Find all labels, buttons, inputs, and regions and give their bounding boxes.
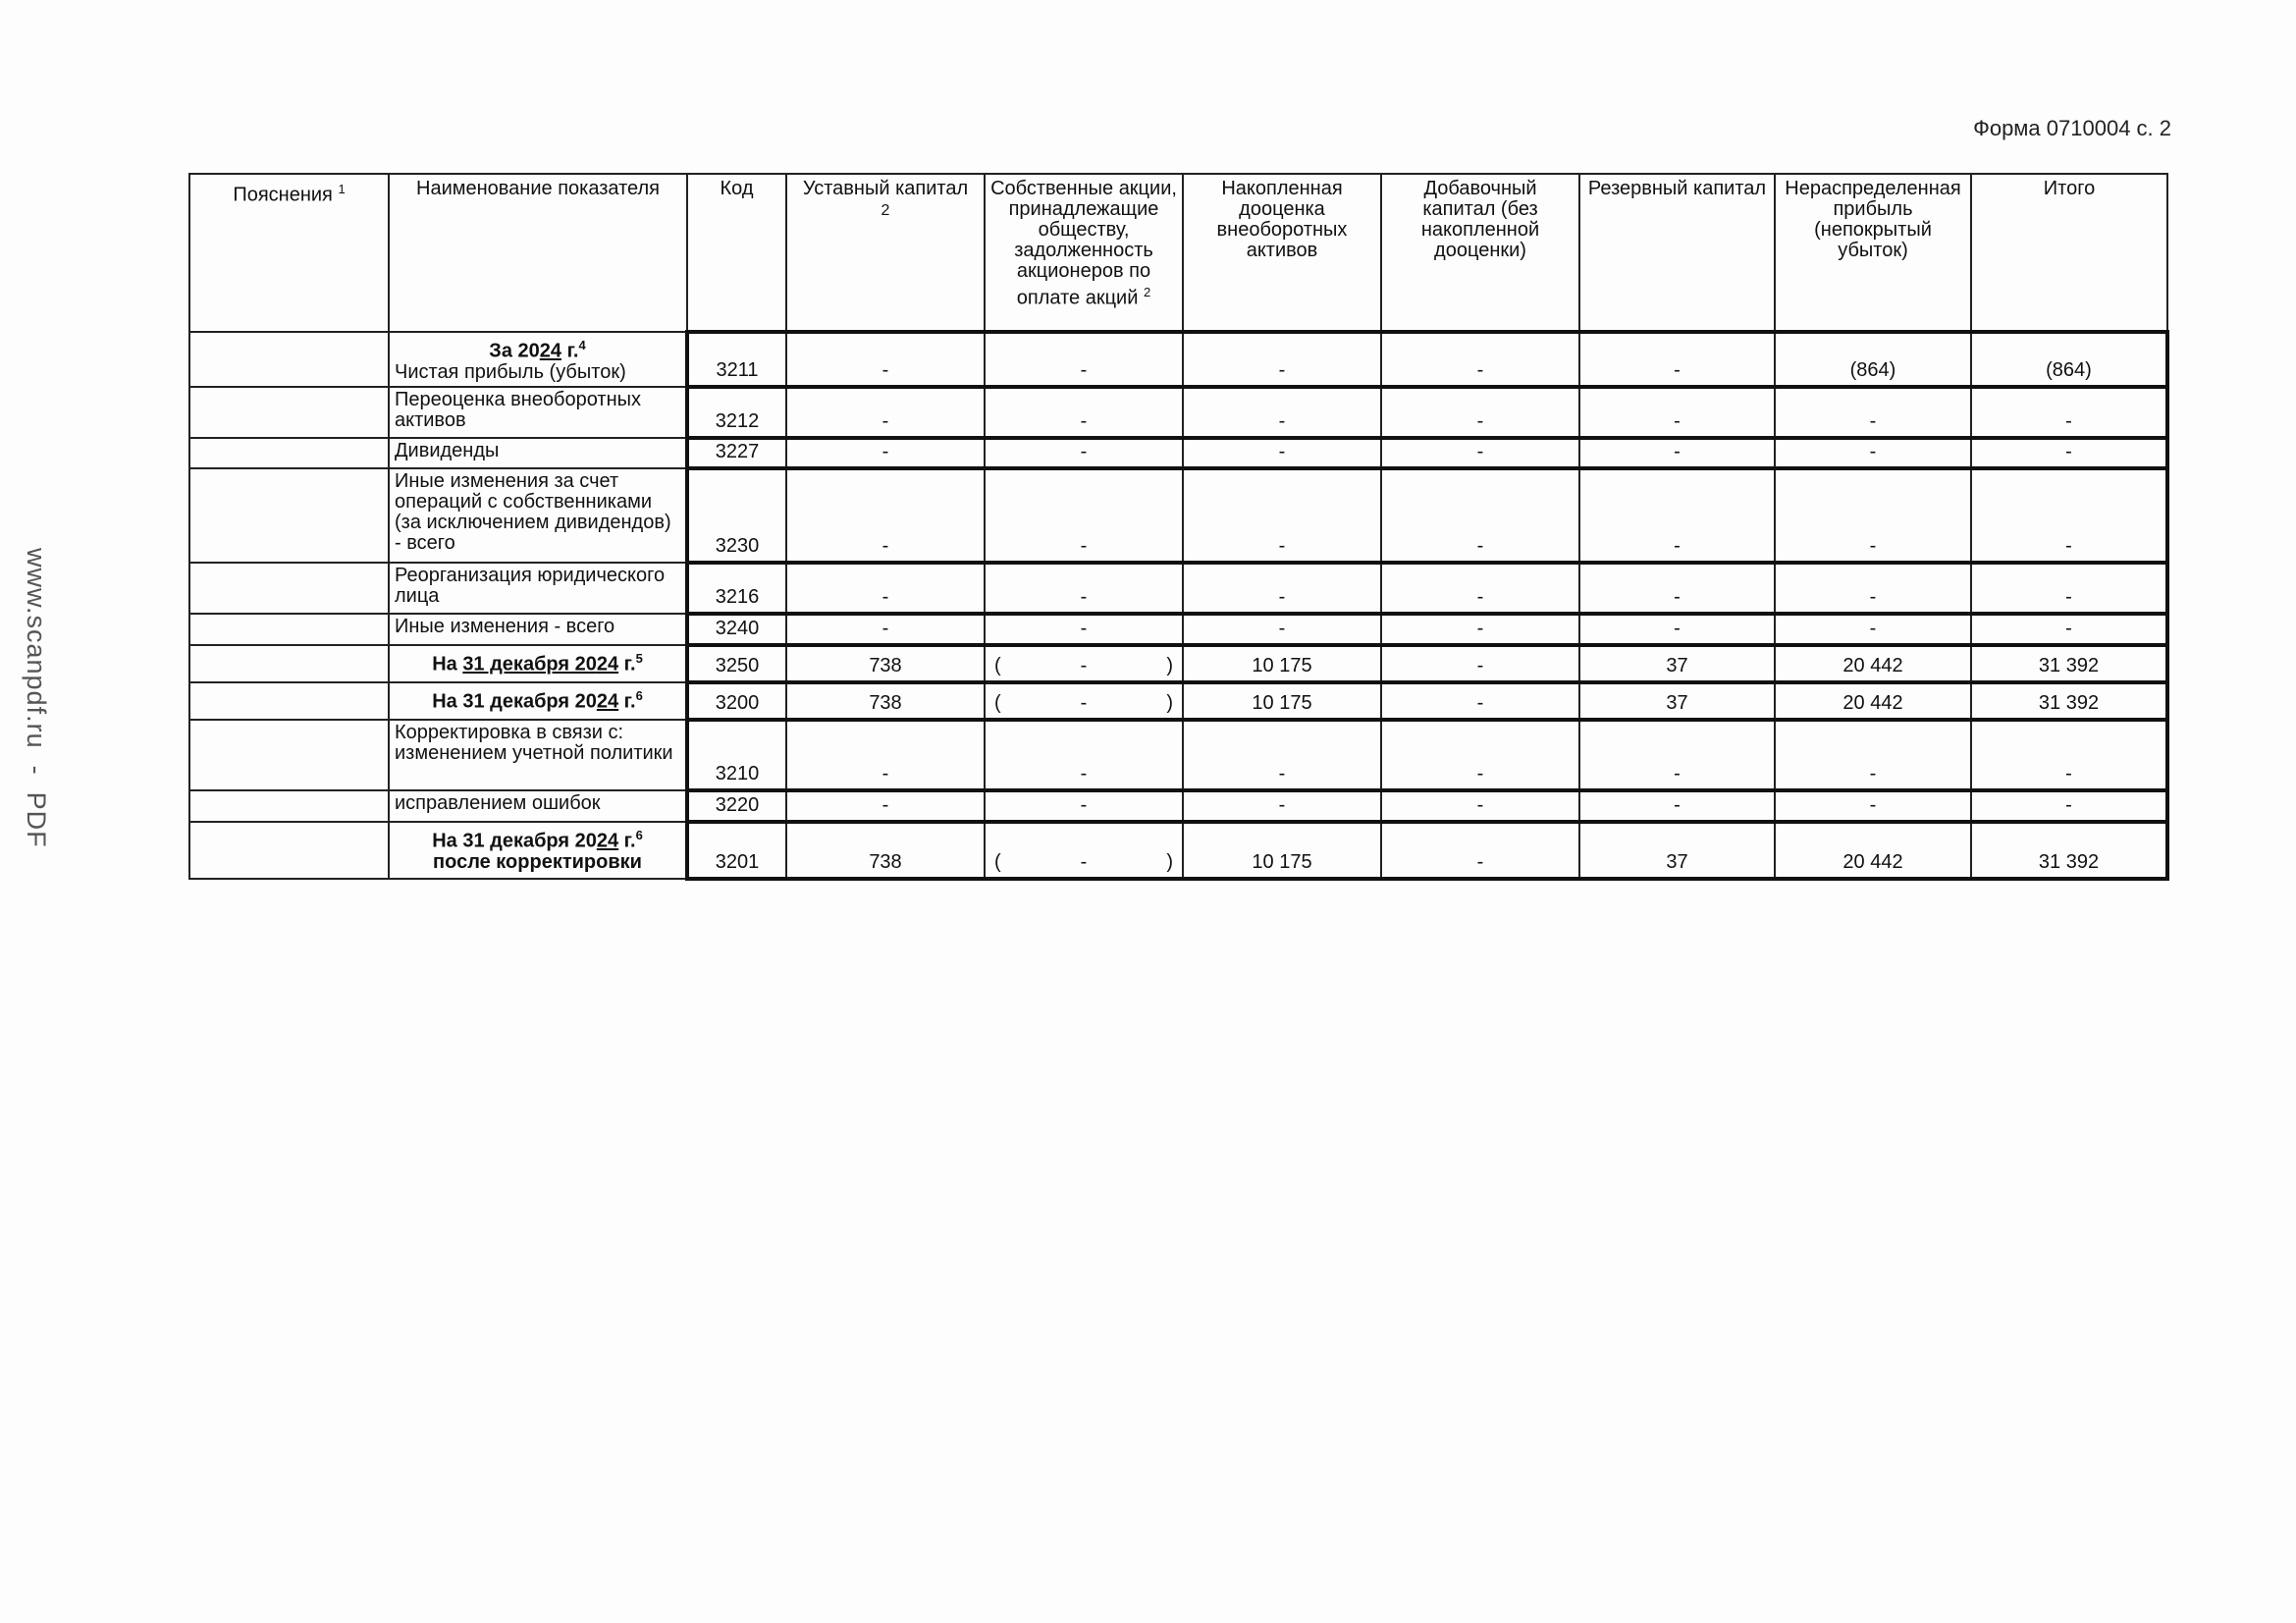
value-cell: -: [1775, 614, 1971, 645]
value-cell: -: [1381, 387, 1579, 438]
header-additional-capital: Добавочный капитал (без накопленной дооценки): [1381, 174, 1579, 332]
value-cell: -: [1579, 332, 1775, 387]
capital-changes-table: [188, 173, 2169, 881]
header-row: [189, 174, 2167, 332]
value-cell: -: [1971, 720, 2167, 790]
header-retained-earnings: Нераспределенная прибыль (непокрытый убыток): [1775, 174, 1971, 332]
table-row: [189, 563, 2167, 614]
code-cell: 3211: [687, 332, 786, 387]
value-cell: 31 392: [1971, 682, 2167, 720]
value-cell: -: [1579, 438, 1775, 468]
header-authorized-capital: Уставный капитал 2: [786, 174, 985, 332]
indicator-name: За 2024 г.$^4$ Чистая прибыль (убыток): [389, 332, 687, 387]
explanation-cell: [189, 563, 389, 614]
value-cell: 20 442: [1775, 822, 1971, 879]
value-cell: ( - ): [985, 822, 1183, 879]
header-revaluation: Накопленная дооценка внеоборотных активов: [1183, 174, 1381, 332]
value-cell: -: [1579, 720, 1775, 790]
indicator-name: исправлением ошибок: [389, 790, 687, 822]
table-row: [189, 332, 2167, 387]
explanation-cell: [189, 614, 389, 645]
table-row: [189, 614, 2167, 645]
indicator-name: Корректировка в связи с: изменением учетной политики: [389, 720, 687, 790]
value-cell: -: [1381, 468, 1579, 563]
code-cell: 3220: [687, 790, 786, 822]
value-cell: -: [1381, 332, 1579, 387]
value-cell: 738: [786, 682, 985, 720]
value-cell: -: [985, 614, 1183, 645]
explanation-cell: [189, 468, 389, 563]
table-row: [189, 790, 2167, 822]
value-cell: -: [1971, 614, 2167, 645]
code-cell: 3200: [687, 682, 786, 720]
value-cell: -: [786, 332, 985, 387]
value-cell: -: [1183, 332, 1381, 387]
value-cell: -: [985, 387, 1183, 438]
table-row: [189, 822, 2167, 879]
header-code: Код: [687, 174, 786, 332]
value-cell: -: [1381, 614, 1579, 645]
value-cell: 10 175: [1183, 645, 1381, 682]
explanation-cell: [189, 682, 389, 720]
value-cell: -: [786, 387, 985, 438]
table-row: [189, 645, 2167, 682]
value-cell: -: [786, 438, 985, 468]
value-cell: -: [1971, 387, 2167, 438]
code-cell: 3240: [687, 614, 786, 645]
value-cell: -: [1183, 614, 1381, 645]
explanation-cell: [189, 822, 389, 879]
value-cell: -: [1183, 438, 1381, 468]
value-cell: -: [985, 563, 1183, 614]
watermark: www.scanpdf.ru - PDF: [22, 548, 51, 848]
value-cell: -: [1381, 822, 1579, 879]
value-cell: 31 392: [1971, 645, 2167, 682]
value-cell: 37: [1579, 645, 1775, 682]
value-cell: -: [1579, 468, 1775, 563]
value-cell: ( - ): [985, 645, 1183, 682]
year-title: За 2024 г.$^4$: [489, 338, 586, 362]
code-cell: 3230: [687, 468, 786, 563]
header-indicator: Наименование показателя: [389, 174, 687, 332]
value-cell: -: [1183, 790, 1381, 822]
value-cell: -: [985, 790, 1183, 822]
value-cell: -: [1971, 438, 2167, 468]
value-cell: -: [786, 468, 985, 563]
value-cell: 738: [786, 822, 985, 879]
indicator-name: Дивиденды: [389, 438, 687, 468]
value-cell: (864): [1971, 332, 2167, 387]
value-cell: -: [985, 468, 1183, 563]
value-cell: -: [1381, 720, 1579, 790]
code-cell: 3210: [687, 720, 786, 790]
value-cell: -: [1579, 790, 1775, 822]
value-cell: 37: [1579, 682, 1775, 720]
header-explanations: Пояснения $^1$: [189, 174, 389, 332]
value-cell: -: [786, 563, 985, 614]
value-cell: -: [1381, 645, 1579, 682]
explanation-cell: [189, 645, 389, 682]
value-cell: -: [985, 438, 1183, 468]
value-cell: -: [786, 790, 985, 822]
table-row: [189, 720, 2167, 790]
value-cell: 20 442: [1775, 682, 1971, 720]
indicator-name: На 31 декабря 2024 г.$^6$ после корректировки: [389, 822, 687, 879]
explanation-cell: [189, 387, 389, 438]
indicator-name: Переоценка внеоборотных активов: [389, 387, 687, 438]
header-reserve-capital: Резервный капитал: [1579, 174, 1775, 332]
value-cell: -: [1579, 387, 1775, 438]
value-cell: -: [1183, 468, 1381, 563]
value-cell: -: [1775, 720, 1971, 790]
value-cell: -: [1971, 563, 2167, 614]
value-cell: 31 392: [1971, 822, 2167, 879]
table-row: [189, 682, 2167, 720]
value-cell: -: [1183, 563, 1381, 614]
code-cell: 3216: [687, 563, 786, 614]
value-cell: 20 442: [1775, 645, 1971, 682]
value-cell: -: [1381, 438, 1579, 468]
table-row: [189, 438, 2167, 468]
value-cell: -: [1381, 682, 1579, 720]
indicator-name: Иные изменения - всего: [389, 614, 687, 645]
explanation-cell: [189, 438, 389, 468]
value-cell: -: [1579, 614, 1775, 645]
value-cell: ( - ): [985, 682, 1183, 720]
code-cell: 3212: [687, 387, 786, 438]
indicator-name: На 31 декабря 2024 г.$^5$: [389, 645, 687, 682]
form-label: Форма 0710004 с. 2: [1973, 116, 2171, 140]
indicator-name: Реорганизация юридического лица: [389, 563, 687, 614]
table-row: [189, 468, 2167, 563]
value-cell: -: [1775, 468, 1971, 563]
value-cell: -: [1183, 387, 1381, 438]
code-cell: 3201: [687, 822, 786, 879]
value-cell: -: [1775, 563, 1971, 614]
code-cell: 3250: [687, 645, 786, 682]
value-cell: -: [1579, 563, 1775, 614]
value-cell: -: [1775, 438, 1971, 468]
value-cell: -: [1971, 790, 2167, 822]
value-cell: -: [786, 614, 985, 645]
value-cell: -: [1775, 387, 1971, 438]
value-cell: -: [1775, 790, 1971, 822]
value-cell: -: [786, 720, 985, 790]
header-own-shares: Собственные акции, принадлежащие обществу, задолженность акционеров по оплате акций $^2$: [985, 174, 1183, 332]
value-cell: -: [1381, 790, 1579, 822]
table-row: [189, 387, 2167, 438]
value-cell: -: [985, 720, 1183, 790]
header-total: Итого: [1971, 174, 2167, 332]
indicator-name: На 31 декабря 2024 г.$^6$: [389, 682, 687, 720]
explanation-cell: [189, 720, 389, 790]
code-cell: 3227: [687, 438, 786, 468]
explanation-cell: [189, 790, 389, 822]
value-cell: 738: [786, 645, 985, 682]
value-cell: 10 175: [1183, 822, 1381, 879]
value-cell: -: [1381, 563, 1579, 614]
value-cell: -: [1971, 468, 2167, 563]
value-cell: -: [985, 332, 1183, 387]
value-cell: (864): [1775, 332, 1971, 387]
indicator-name: Иные изменения за счет операций с собственниками (за исключением дивидендов) - всего: [389, 468, 687, 563]
value-cell: 37: [1579, 822, 1775, 879]
explanation-cell: [189, 332, 389, 387]
value-cell: 10 175: [1183, 682, 1381, 720]
value-cell: -: [1183, 720, 1381, 790]
